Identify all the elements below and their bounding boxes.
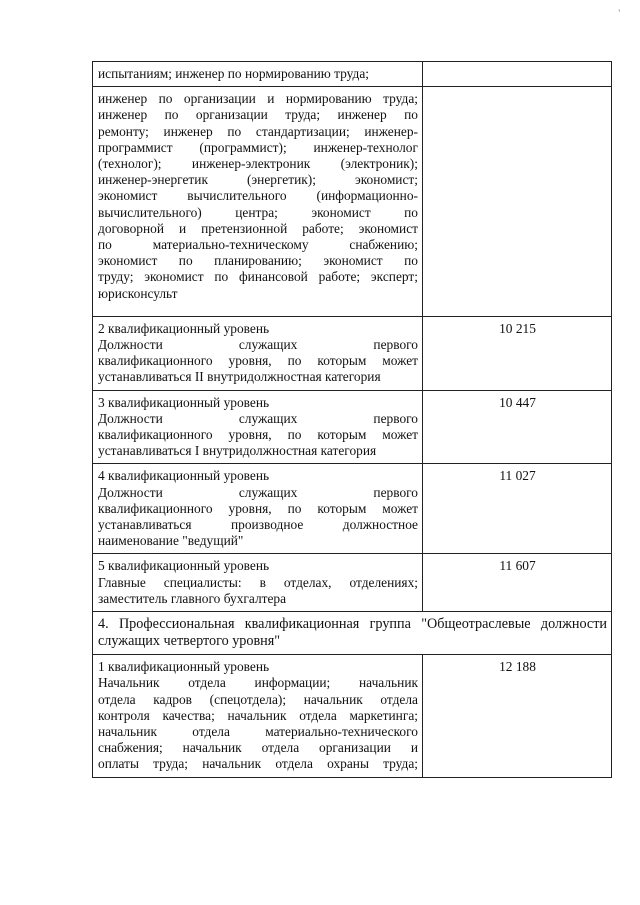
- salary-cell: [423, 62, 612, 87]
- cell-line: программист (программист); инженер-технолог: [98, 139, 418, 155]
- cell-line: вычислительного) центра; экономист по: [98, 204, 418, 220]
- salary-cell: 11 027: [423, 464, 612, 554]
- level-title: 5 квалификационный уровень: [98, 558, 270, 574]
- cell-line: по материально-техническому снабжению;: [98, 237, 418, 253]
- level-title: 3 квалификационный уровень: [98, 394, 270, 410]
- cell-line: устанавливаться производное должностное: [98, 517, 418, 533]
- salary-cell: 11 607: [423, 554, 612, 612]
- position-cell: [93, 390, 423, 464]
- position-cell: [93, 87, 423, 317]
- level-title: 1 квалификационный уровень: [98, 659, 270, 675]
- cell-line: экономист вычислительного (информационно-: [98, 188, 418, 204]
- table-row: [93, 316, 612, 390]
- group-header-row: [93, 612, 612, 655]
- salary-cell: 10 215: [423, 316, 612, 390]
- table-row: [93, 62, 612, 87]
- cell-line: ремонту; инженер по стандартизации; инженер-: [98, 123, 418, 139]
- table-row: [93, 464, 612, 554]
- position-cell: [93, 554, 423, 612]
- salary-cell: [423, 87, 612, 317]
- cell-line: устанавливаться II внутридолжностная категория: [98, 369, 381, 385]
- position-cell: [93, 464, 423, 554]
- salary-cell: 12 188: [423, 655, 612, 777]
- cell-line: (технолог); инженер-электроник (электроник);: [98, 156, 418, 172]
- level-title: 2 квалификационный уровень: [98, 320, 270, 336]
- page-mark: ': [618, 8, 620, 18]
- cell-line: начальник отдела материально-технического: [98, 723, 418, 739]
- table-row: [93, 655, 612, 777]
- cell-line: наименование "ведущий": [98, 533, 244, 549]
- position-cell: [93, 655, 423, 777]
- salary-cell: 10 447: [423, 390, 612, 464]
- cell-line: инженер по организации труда; инженер по: [98, 107, 418, 123]
- table-row: [93, 554, 612, 612]
- cell-line: экономист по планированию; экономист по: [98, 253, 418, 269]
- cell-line: юрисконсульт: [98, 285, 178, 301]
- cell-line: устанавливаться I внутридолжностная категория: [98, 443, 377, 459]
- cell-line: заместитель главного бухгалтера: [98, 590, 287, 606]
- cell-line: договорной и претензионной работе; экономист: [98, 220, 418, 236]
- cell-line: квалификационного уровня, по которым может: [98, 353, 418, 369]
- cell-line: Должности служащих первого: [98, 410, 418, 426]
- cell-line: испытаниям; инженер по нормированию труда;: [98, 66, 369, 81]
- level-title: 4 квалификационный уровень: [98, 468, 270, 484]
- cell-line: инженер-энергетик (энергетик); экономист;: [98, 172, 418, 188]
- cell-line: инженер по организации и нормированию труда;: [98, 91, 418, 107]
- group-header: 4. Профессиональная квалификационная группа "Общеотраслевые должности служащих четвертого уровня": [93, 612, 612, 655]
- cell-line: отдела кадров (спецотдела); начальник отдела: [98, 691, 418, 707]
- position-cell: [93, 62, 423, 87]
- position-cell: [93, 316, 423, 390]
- cell-line: квалификационного уровня, по которым может: [98, 500, 418, 516]
- cell-line: Должности служащих первого: [98, 337, 418, 353]
- salary-table: [92, 61, 612, 778]
- cell-line: снабжения; начальник отдела организации и: [98, 740, 418, 756]
- cell-line: Должности служащих первого: [98, 484, 418, 500]
- cell-line: Главные специалисты: в отделах, отделениях;: [98, 574, 418, 590]
- cell-line: труду; экономист по финансовой работе; эксперт;: [98, 269, 418, 285]
- table-row: [93, 87, 612, 317]
- table-row: [93, 390, 612, 464]
- cell-line: контроля качества; начальник отдела маркетинга;: [98, 707, 418, 723]
- cell-line: Начальник отдела информации; начальник: [98, 675, 418, 691]
- cell-line: оплаты труда; начальник отдела охраны труда;: [98, 756, 418, 772]
- cell-line: квалификационного уровня, по которым может: [98, 427, 418, 443]
